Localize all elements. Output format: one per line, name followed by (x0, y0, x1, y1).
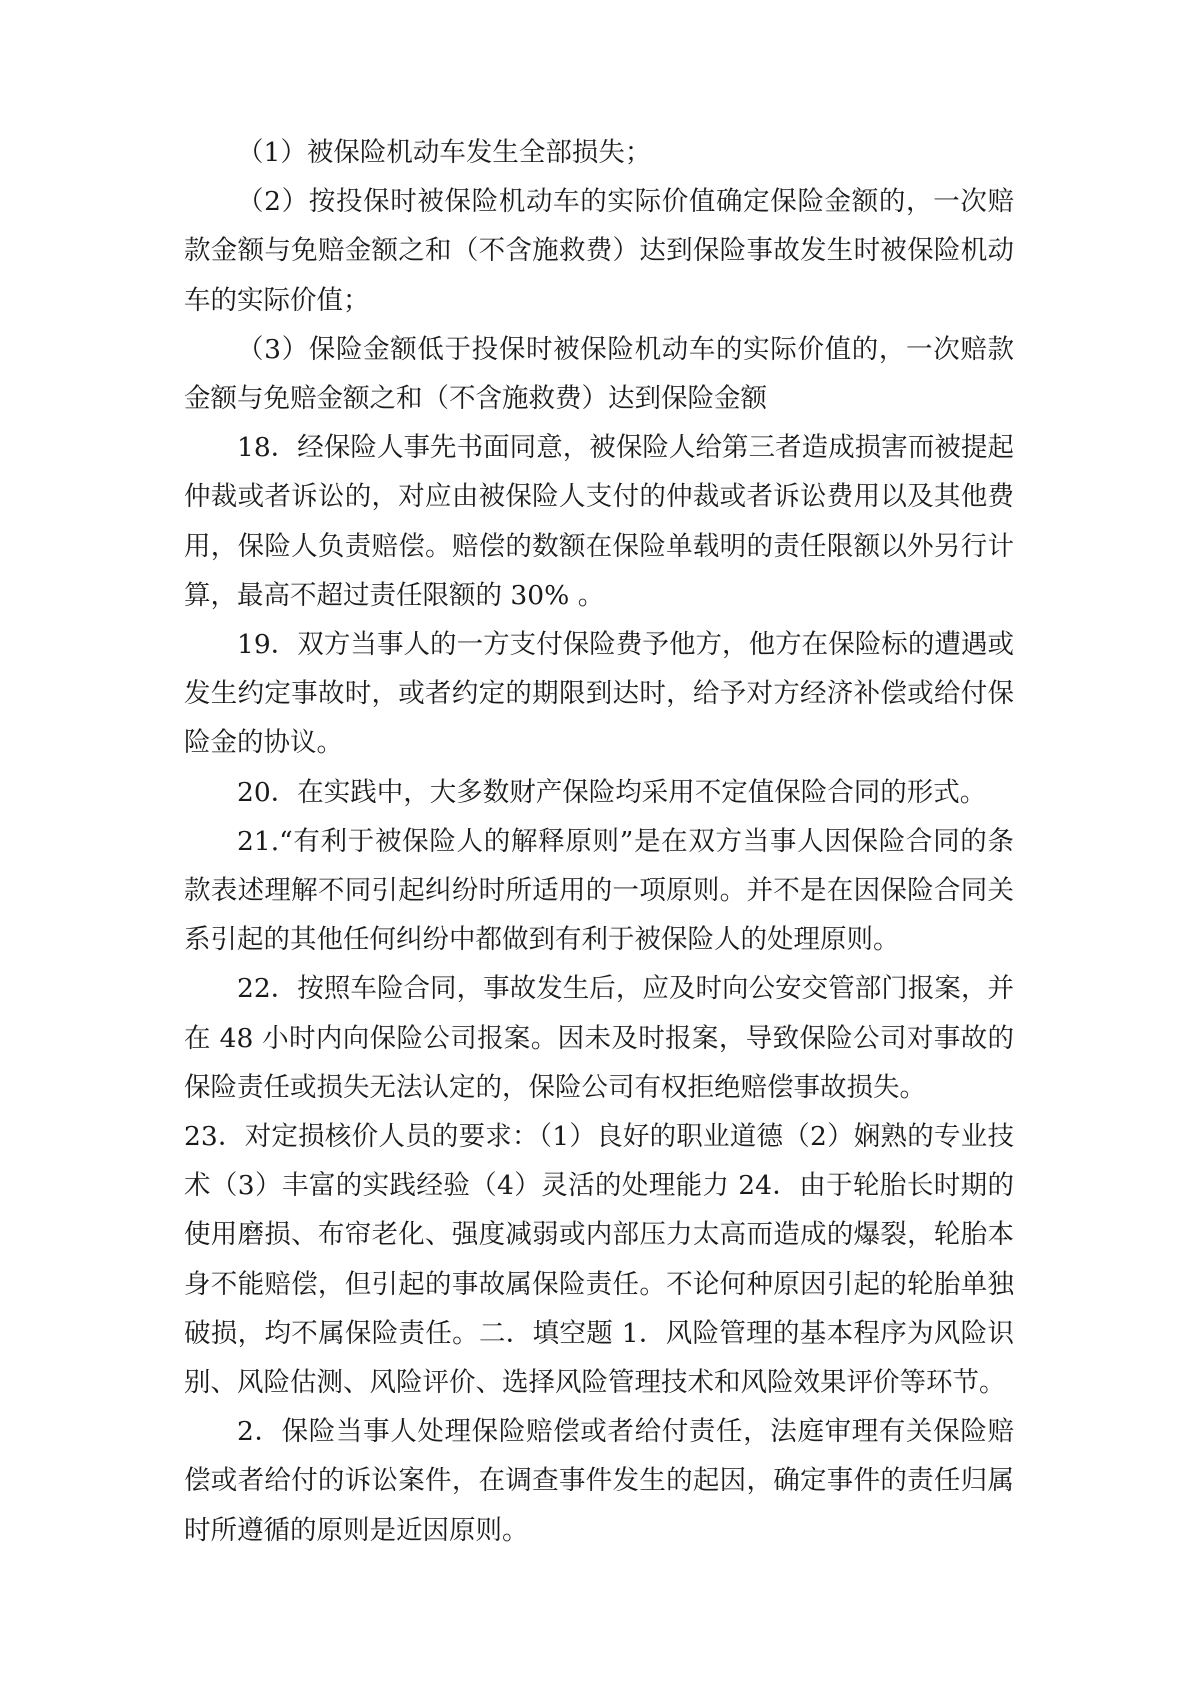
paragraph-item-20: 20．在实践中，大多数财产保险均采用不定值保险合同的形式。 (237, 776, 987, 808)
document-page (184, 128, 1014, 1555)
paragraph-item-2-actual-value: （2）按投保时被保险机动车的实际价值确定保险金额的，一次赔款金额与免赔金额之和（不含施救费）达到保险事故发生时被保险机动车的实际价值； (184, 186, 1014, 316)
paragraph-item-1-total-loss: （1）被保险机动车发生全部损失； (237, 137, 652, 168)
paragraph-item-3-insured-amount: （3）保险金额低于投保时被保险机动车的实际价值的，一次赔款金额与免赔金额之和（不含施救费）达到保险金额 (184, 333, 1014, 415)
paragraph-item-18: 18．经保险人事先书面同意，被保险人给第三者造成损害而被提起仲裁或者诉讼的，对应由被保险人支付的仲裁或者诉讼费用以及其他费用，保险人负责赔偿。赔偿的数额在保险单载明的责任限额以外另行计算，最高不超过责任限额的 30% 。 (184, 432, 1014, 611)
paragraph-fill-blank-2: 2．保险当事人处理保险赔偿或者给付责任，法庭审理有关保险赔偿或者给付的诉讼案件，在调查事件发生的起因，确定事件的责任归属时所遵循的原则是近因原则。 (184, 1416, 1014, 1546)
paragraph-item-22: 22．按照车险合同，事故发生后，应及时向公安交管部门报案，并在 48 小时内向保险公司报案。因未及时报案，导致保险公司对事故的保险责任或损失无法认定的，保险公司有权拒绝赔偿事故损失。 (184, 973, 1014, 1103)
paragraph-item-19: 19．双方当事人的一方支付保险费予他方，他方在保险标的遭遇或发生约定事故时，或者约定的期限到达时，给予对方经济补偿或给付保险金的协议。 (184, 629, 1014, 759)
paragraph-item-23-24-fill-blank-1: 23．对定损核价人员的要求：（1）良好的职业道德（2）娴熟的专业技术（3）丰富的实践经验（4）灵活的处理能力 24．由于轮胎长时期的使用磨损、布帘老化、强度减弱或内部压力太高而造成的爆裂，轮胎本身不能赔偿，但引起的事故属保险责任。不论何种原因引起的轮胎单独破损，均不属保险责任。二．填空题 1．风险管理的基本程序为风险识别、风险估测、风险评价、选择风险管理技术和风险效果评价等环节。 (184, 1121, 1014, 1399)
paragraph-item-21: 21.“有利于被保险人的解释原则”是在双方当事人因保险合同的条款表述理解不同引起纠纷时所适用的一项原则。并不是在因保险合同关系引起的其他任何纠纷中都做到有利于被保险人的处理原则。 (184, 825, 1014, 956)
